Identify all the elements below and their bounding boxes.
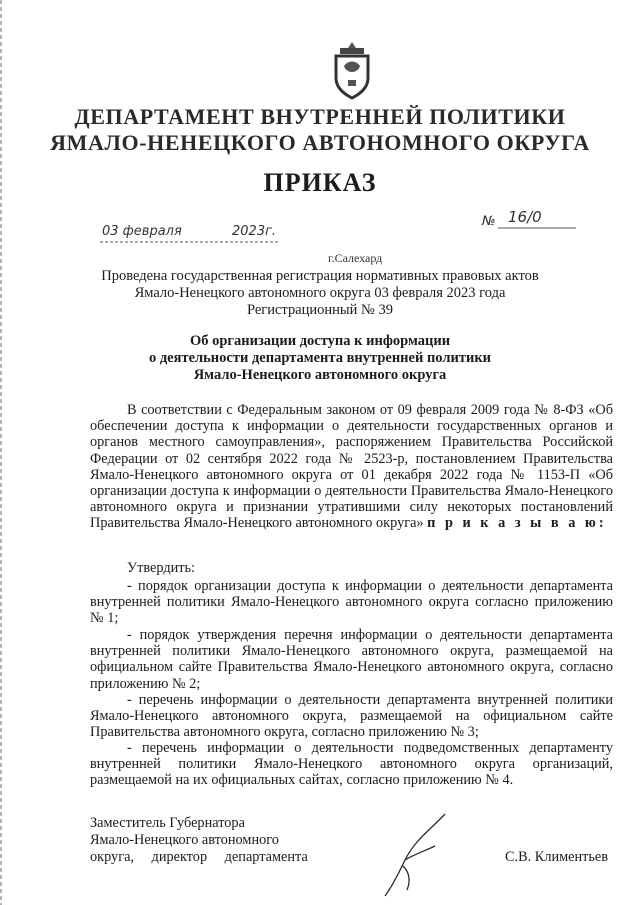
approve-heading: Утвердить: bbox=[127, 560, 196, 576]
signatory-name: С.В. Климентьев bbox=[505, 849, 609, 865]
number-underline bbox=[498, 226, 576, 230]
department-name-line1: ДЕПАРТАМЕНТ ВНУТРЕННЕЙ ПОЛИТИКИ bbox=[74, 104, 566, 129]
document-type: ПРИКАЗ bbox=[263, 168, 377, 197]
date-handwritten: 03 февраля bbox=[102, 224, 182, 239]
list-item: - порядок утверждения перечня информации о деятельности департамента внутренней политики Ямало-Ненецкого автономного округа, размещаемой на официальном сайте Правительства Ямало-Ненецкого автономного округа, согласно приложению № 2; bbox=[90, 627, 613, 692]
handwritten-signature bbox=[375, 810, 455, 900]
department-name-line2: ЯМАЛО-НЕНЕЦКОГО АВТОНОМНОГО ОКРУГА bbox=[50, 130, 590, 155]
signatory-position-line1: Заместитель Губернатора bbox=[90, 815, 245, 831]
list-item: - порядок организации доступа к информации о деятельности департамента внутренней политики Ямало-Ненецкого автономного округа согласно приложению № 1; bbox=[90, 578, 613, 627]
order-title-line3: Ямало-Ненецкого автономного округа bbox=[193, 367, 447, 383]
registration-line1: Проведена государственная регистрация нормативных правовых актов bbox=[101, 268, 539, 284]
number-prefix: № bbox=[482, 214, 496, 229]
signatory-position-line3: округа, директор департамента bbox=[90, 849, 308, 865]
order-number: 16/0 bbox=[508, 208, 542, 226]
preamble-paragraph bbox=[90, 402, 613, 532]
list-item: - перечень информации о деятельности подведомственных департаменту внутренней политики Ямало-Ненецкого автономного округа организаций, размещаемой на их официальных сайтах, согласно приложению № 4. bbox=[90, 740, 613, 789]
registration-line3: Регистрационный № 39 bbox=[246, 302, 394, 318]
order-title-line2: о деятельности департамента внутренней политики bbox=[148, 350, 492, 366]
preamble-text: В соответствии с Федеральным законом от 09 февраля 2009 года № 8-ФЗ «Об обеспечении доступа к информации о деятельности государственных органов и органов местного самоуправления», распоряжением Правительства Российской Федерации от 02 сентября 2022 года № 2523-р, постановлением Правительства Ямало-Ненецкого автономного округа от 01 декабря 2022 года № 1153-П «Об организации доступа к информации о деятельности Правительства Ямало-Ненецкого автономного округа и признании утратившими силу некоторых постановлений Правительства Ямало-Ненецкого автономного округа» bbox=[90, 402, 613, 532]
city: г.Салехард bbox=[328, 251, 383, 265]
list-item: - перечень информации о деятельности департамента внутренней политики Ямало-Ненецкого автономного округа, размещаемой на официальном сайте Правительства автономного округа, согласно приложению № 3; bbox=[90, 692, 613, 741]
date-year: 2023г. bbox=[232, 224, 277, 239]
signatory-position-line2: Ямало-Ненецкого автономного bbox=[90, 832, 279, 848]
coat-of-arms-icon bbox=[330, 40, 374, 100]
order-title-line1: Об организации доступа к информации bbox=[189, 333, 451, 349]
order-word: п р и к а з ы в а ю: bbox=[427, 515, 607, 532]
registration-line2: Ямало-Ненецкого автономного округа 03 февраля 2023 года bbox=[134, 285, 506, 301]
date-underline bbox=[100, 240, 280, 244]
